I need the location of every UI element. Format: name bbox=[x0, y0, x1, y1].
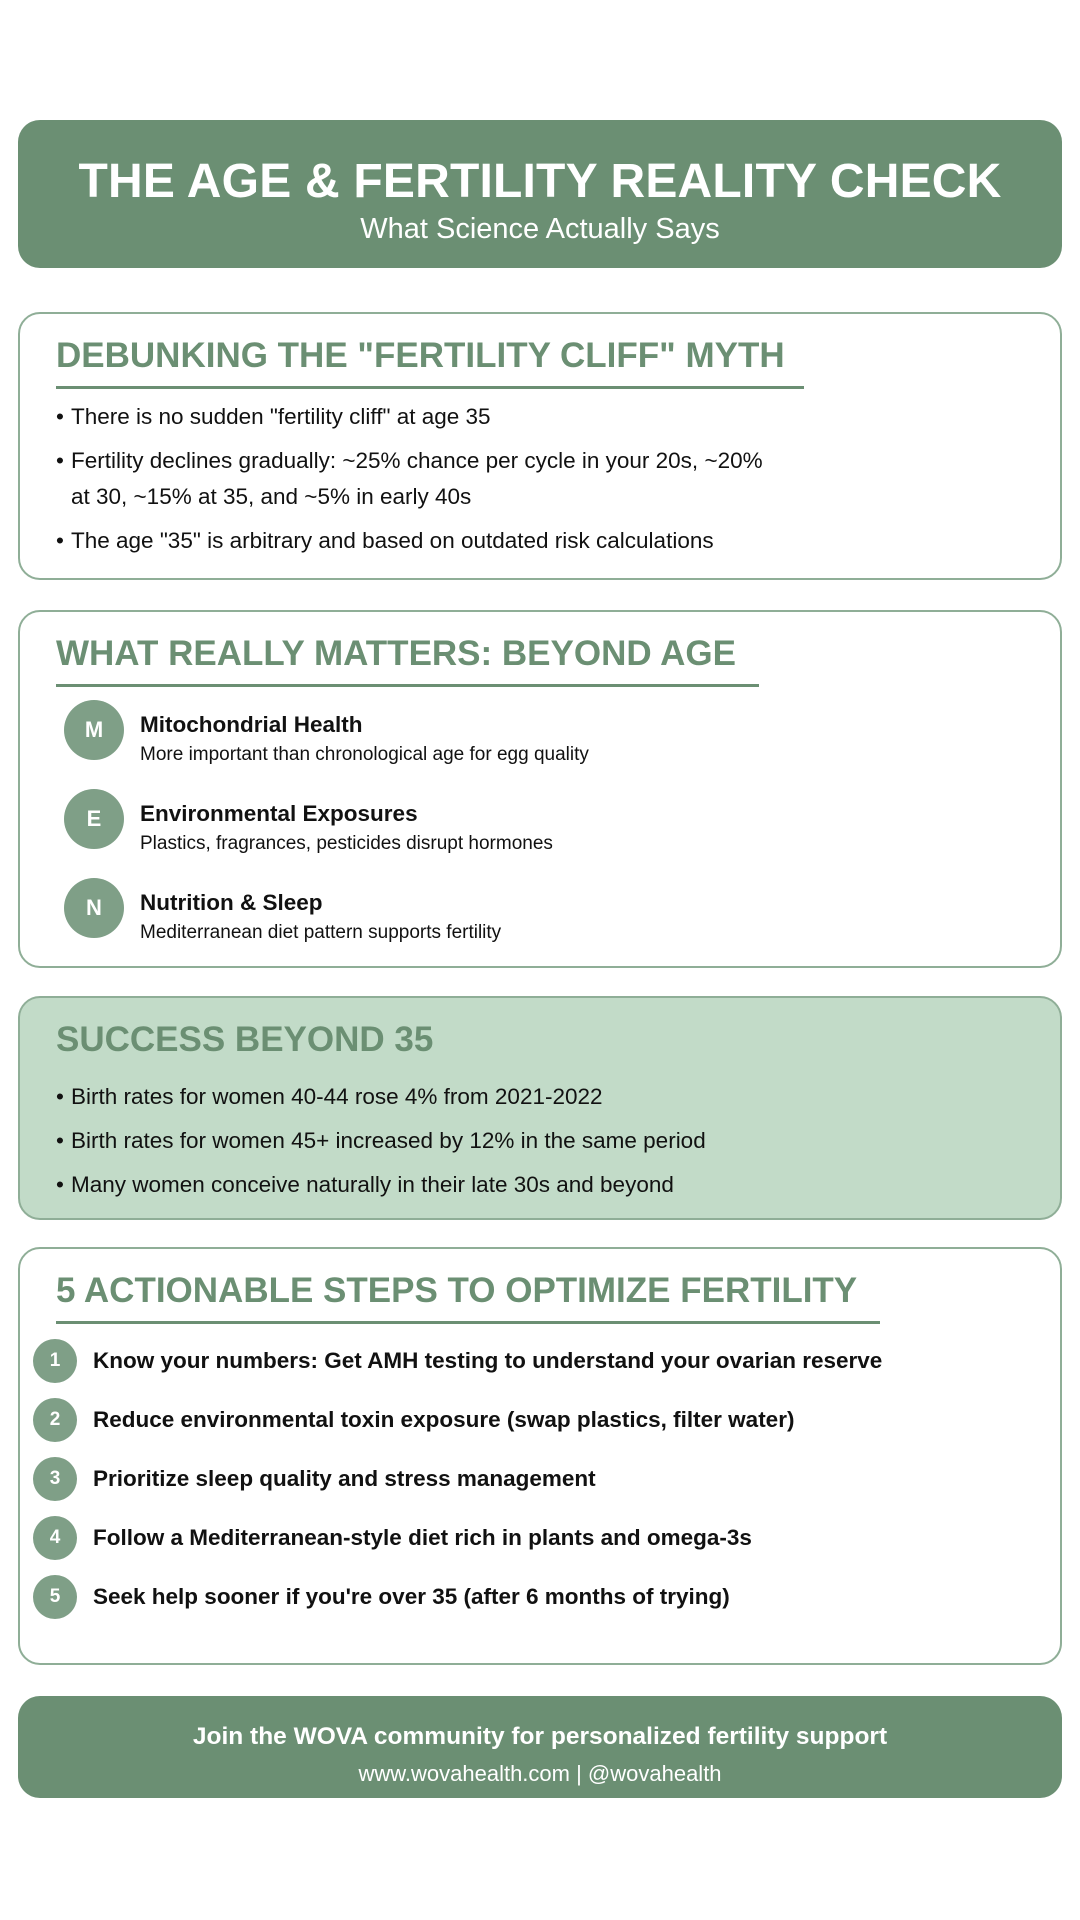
myth-section bbox=[18, 312, 1062, 580]
header-banner bbox=[18, 120, 1062, 268]
page-subtitle: What Science Actually Says bbox=[360, 213, 720, 245]
success-bullet: • Birth rates for women 40-44 rose 4% from 2021-2022 bbox=[56, 1079, 1030, 1115]
step-text: Know your numbers: Get AMH testing to understand your ovarian reserve bbox=[93, 1348, 883, 1373]
factor-title: Environmental Exposures bbox=[140, 801, 418, 826]
success-bullet-list bbox=[56, 1079, 1030, 1211]
steps-section bbox=[18, 1247, 1062, 1665]
success-section bbox=[18, 996, 1062, 1220]
matters-section-title: WHAT REALLY MATTERS: BEYOND AGE bbox=[56, 632, 759, 687]
step-number-badge: 4 bbox=[33, 1516, 77, 1560]
factor-description: Plastics, fragrances, pesticides disrupt hormones bbox=[140, 833, 553, 854]
myth-bullet: • The age "35" is arbitrary and based on outdated risk calculations bbox=[56, 523, 1030, 559]
myth-bullet: • There is no sudden "fertility cliff" at age 35 bbox=[56, 399, 1030, 435]
page-title: THE AGE & FERTILITY REALITY CHECK bbox=[78, 155, 1002, 208]
myth-bullet: • Fertility declines gradually: ~25% chance per cycle in your 20s, ~20% at 30, ~15% at 35, and ~5% in early 40s bbox=[56, 443, 771, 515]
factor-letter-badge: E bbox=[64, 789, 124, 849]
factor-title: Nutrition & Sleep bbox=[140, 890, 323, 915]
step-text: Prioritize sleep quality and stress management bbox=[93, 1466, 596, 1491]
success-section-title: SUCCESS BEYOND 35 bbox=[56, 1020, 434, 1059]
footer-links: www.wovahealth.com | @wovahealth bbox=[358, 1761, 722, 1786]
footer-cta-text: Join the WOVA community for personalized fertility support bbox=[192, 1723, 888, 1750]
step-number-badge: 3 bbox=[33, 1457, 77, 1501]
factor-letter-badge: N bbox=[64, 878, 124, 938]
footer-banner bbox=[18, 1696, 1062, 1798]
step-number-badge: 2 bbox=[33, 1398, 77, 1442]
success-bullet: • Birth rates for women 45+ increased by 12% in the same period bbox=[56, 1123, 1030, 1159]
step-text: Reduce environmental toxin exposure (swap plastics, filter water) bbox=[93, 1407, 795, 1432]
success-bullet: • Many women conceive naturally in their late 30s and beyond bbox=[56, 1167, 1030, 1203]
factor-description: Mediterranean diet pattern supports fertility bbox=[140, 922, 502, 943]
factor-letter-badge: M bbox=[64, 700, 124, 760]
myth-bullet-list bbox=[56, 399, 1030, 567]
myth-section-title: DEBUNKING THE "FERTILITY CLIFF" MYTH bbox=[56, 334, 804, 389]
factor-description: More important than chronological age for egg quality bbox=[140, 744, 589, 765]
step-number-badge: 1 bbox=[33, 1339, 77, 1383]
factor-title: Mitochondrial Health bbox=[140, 712, 363, 737]
matters-section bbox=[18, 610, 1062, 968]
step-text: Seek help sooner if you're over 35 (after 6 months of trying) bbox=[93, 1584, 730, 1609]
steps-section-title: 5 ACTIONABLE STEPS TO OPTIMIZE FERTILITY bbox=[56, 1269, 880, 1324]
step-number-badge: 5 bbox=[33, 1575, 77, 1619]
step-text: Follow a Mediterranean-style diet rich in plants and omega-3s bbox=[93, 1525, 752, 1550]
